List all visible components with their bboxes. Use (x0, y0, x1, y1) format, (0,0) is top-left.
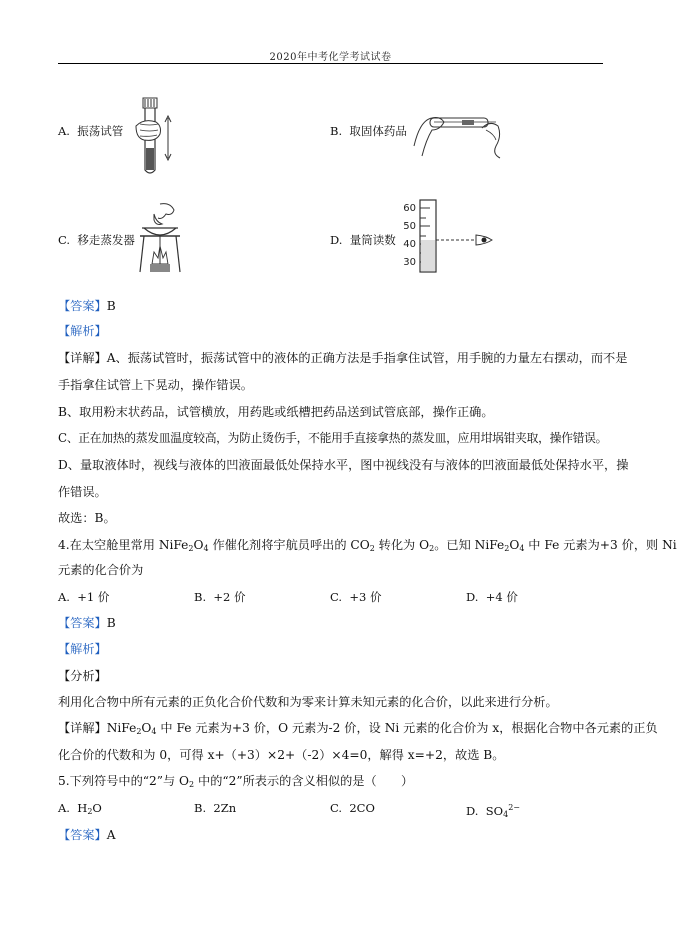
q4-option-c (330, 589, 381, 605)
q3-detail-line-1 (58, 350, 627, 366)
stem-sub: 2 (189, 780, 195, 789)
option-letter: B. (194, 590, 207, 604)
stem-part: 转化为 O (374, 538, 430, 552)
stem-sub: 2 (188, 544, 194, 553)
q3-answer (58, 298, 116, 314)
stem-sub: 2 (369, 544, 375, 553)
option-text: 量筒读数 (349, 233, 396, 247)
option-letter: D. (330, 233, 343, 247)
q3-detail-line-3: B、取用粉末状药品，试管横放，用药匙或纸槽把药品送到试管底部，操作正确。 (58, 405, 494, 419)
q3-conclusion: 故选：B。 (58, 511, 116, 525)
option-letter: A. (58, 801, 70, 815)
q3-detail-line-6: 作错误。 (58, 485, 107, 499)
q4-option-b (194, 589, 246, 605)
detail-tag: 【详解】 (58, 351, 107, 365)
formula-sub: 4 (503, 810, 509, 819)
header-rule (58, 63, 603, 64)
q3-detail-line-4: C、正在加热的蒸发皿温度较高，为防止烫伤手，不能用手直接拿热的蒸发皿，应用坩埚钳夹取，操作错误。 (58, 431, 608, 445)
q5-option-b (194, 800, 236, 816)
q5-stem (58, 773, 413, 793)
tick-50: 50 (403, 221, 416, 232)
option-letter: C. (330, 590, 343, 604)
tick-40: 40 (403, 239, 416, 250)
option-letter: B. (330, 124, 343, 138)
question-number: 4. (58, 538, 70, 552)
stem-part: 中的“2”所表示的含义相似的是（ ） (194, 774, 414, 788)
answer-tag: 【答案】 (58, 828, 107, 842)
option-letter: C. (330, 801, 343, 815)
stem-part: 下列符号中的“2”与 O (69, 774, 190, 788)
q4-detail-line-2: 化合价的代数和为 0，可得 x+（+3）×2+（-2）×4=0，解得 x=+2，故选 B。 (58, 748, 505, 762)
answer-tag: 【答案】 (58, 616, 107, 630)
q3-option-b (330, 123, 407, 139)
evaporating-dish-figure (136, 200, 184, 276)
detail-text: A、振荡试管时，振荡试管中的液体的正确方法是手指拿住试管，用手腕的力量左右摆动，而不是 (106, 351, 628, 365)
q4-option-a (58, 589, 109, 605)
q4-option-d (466, 589, 518, 605)
option-text: +3 价 (349, 590, 382, 604)
option-text: 移走蒸发器 (77, 233, 135, 247)
q4-fenxi-text: 利用化合物中所有元素的正负化合价代数和为零来计算未知元素的化合价，以此来进行分析。 (58, 695, 558, 709)
option-text: +2 价 (213, 590, 246, 604)
q5-option-a (58, 800, 102, 820)
shaking-test-tube-figure (132, 96, 190, 180)
answer-value: A (106, 828, 116, 842)
formula-main: H (77, 801, 88, 815)
option-letter: A. (58, 590, 70, 604)
answer-value: B (106, 616, 116, 630)
question-number: 5. (58, 774, 70, 788)
tick-30: 30 (403, 257, 416, 268)
q3-option-a (58, 123, 123, 139)
page-header: 2020年中考化学考试试卷 (269, 52, 392, 63)
formula-sup: 2− (508, 803, 520, 812)
taking-solid-reagent-figure (410, 100, 510, 158)
q3-analysis-tag: 【解析】 (58, 324, 107, 338)
detail-part: NiFe (106, 721, 137, 735)
stem-part: 中 Fe 元素为+3 价，则 Ni (524, 538, 677, 552)
stem-sub: 4 (203, 544, 209, 553)
stem-part: O (509, 538, 520, 552)
option-text: 取固体药品 (349, 124, 407, 138)
q3-detail-line-2: 手指拿住试管上下晃动，操作错误。 (58, 378, 253, 392)
option-letter: A. (58, 124, 70, 138)
q4-stem-line-2: 元素的化合价为 (58, 563, 144, 577)
stem-part: O (193, 538, 204, 552)
option-text: +1 价 (77, 590, 110, 604)
formula-sub: 2 (87, 807, 93, 816)
tick-60: 60 (403, 203, 416, 214)
detail-part: 中 Fe 元素为+3 价，O 元素为-2 价，设 Ni 元素的化合价为 x，根据化合物中各元素的正负 (156, 721, 658, 735)
q5-answer (58, 827, 116, 843)
stem-part: 作催化剂将宇航员呼出的 CO (208, 538, 370, 552)
formula-main: SO (485, 804, 504, 818)
option-letter: B. (194, 801, 207, 815)
formula-tail: O (92, 801, 102, 815)
q5-option-d (466, 800, 520, 823)
detail-tag: 【详解】 (58, 721, 107, 735)
detail-part: O (141, 721, 152, 735)
stem-sub: 2 (504, 544, 510, 553)
answer-value: B (106, 299, 116, 313)
stem-part: 在太空舱里常用 NiFe (69, 538, 189, 552)
formula-main: 2Zn (213, 801, 237, 815)
q4-analysis-tag: 【解析】 (58, 642, 107, 656)
option-letter: D. (466, 590, 479, 604)
option-text: +4 价 (485, 590, 518, 604)
option-text: 振荡试管 (77, 124, 124, 138)
answer-tag: 【答案】 (58, 299, 107, 313)
stem-sub: 2 (429, 544, 435, 553)
q3-detail-line-5: D、量取液体时，视线与液体的凹液面最低处保持水平，图中视线没有与液体的凹液面最低处保持水平，操 (58, 458, 629, 472)
detail-sub: 2 (136, 727, 142, 736)
stem-part: 。已知 NiFe (434, 538, 505, 552)
formula-main: 2CO (349, 801, 375, 815)
detail-sub: 4 (151, 727, 157, 736)
graduated-cylinder-figure (398, 196, 502, 274)
q3-option-c (58, 232, 135, 248)
option-letter: C. (58, 233, 71, 247)
q4-stem-line-1 (58, 537, 677, 557)
q4-answer (58, 615, 116, 631)
q3-option-d (330, 232, 396, 248)
q5-option-c (330, 800, 375, 816)
q4-fenxi-tag: 【分析】 (58, 669, 107, 683)
q4-detail-line-1 (58, 720, 658, 740)
stem-sub: 4 (519, 544, 525, 553)
option-letter: D. (466, 804, 479, 818)
